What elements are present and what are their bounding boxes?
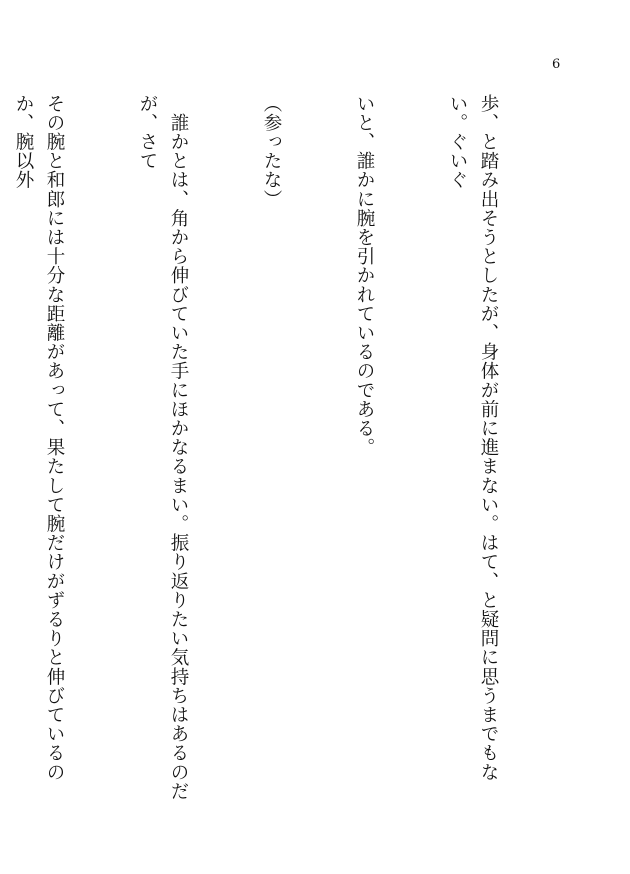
text-line: 歩、と踏み出そうとしたが、身体が前に進まない。はて、と疑問に思うまでもない。ぐいぐ xyxy=(447,94,499,782)
page-number: 6 xyxy=(552,57,561,72)
text-line: （参ったな） xyxy=(261,94,282,209)
body-text xyxy=(0,94,566,810)
text-line: その腕と和郎には十分な距離があって、果たして腕だけがずるりと伸びているのか、腕以外 xyxy=(13,94,65,782)
text-line: いと、誰かに腕を引かれているのである。 xyxy=(354,94,375,457)
text-line: 誰かとは、角から伸びていた手にほかなるまい。振り返りたい気持ちはあるのだが、さて xyxy=(137,94,189,801)
